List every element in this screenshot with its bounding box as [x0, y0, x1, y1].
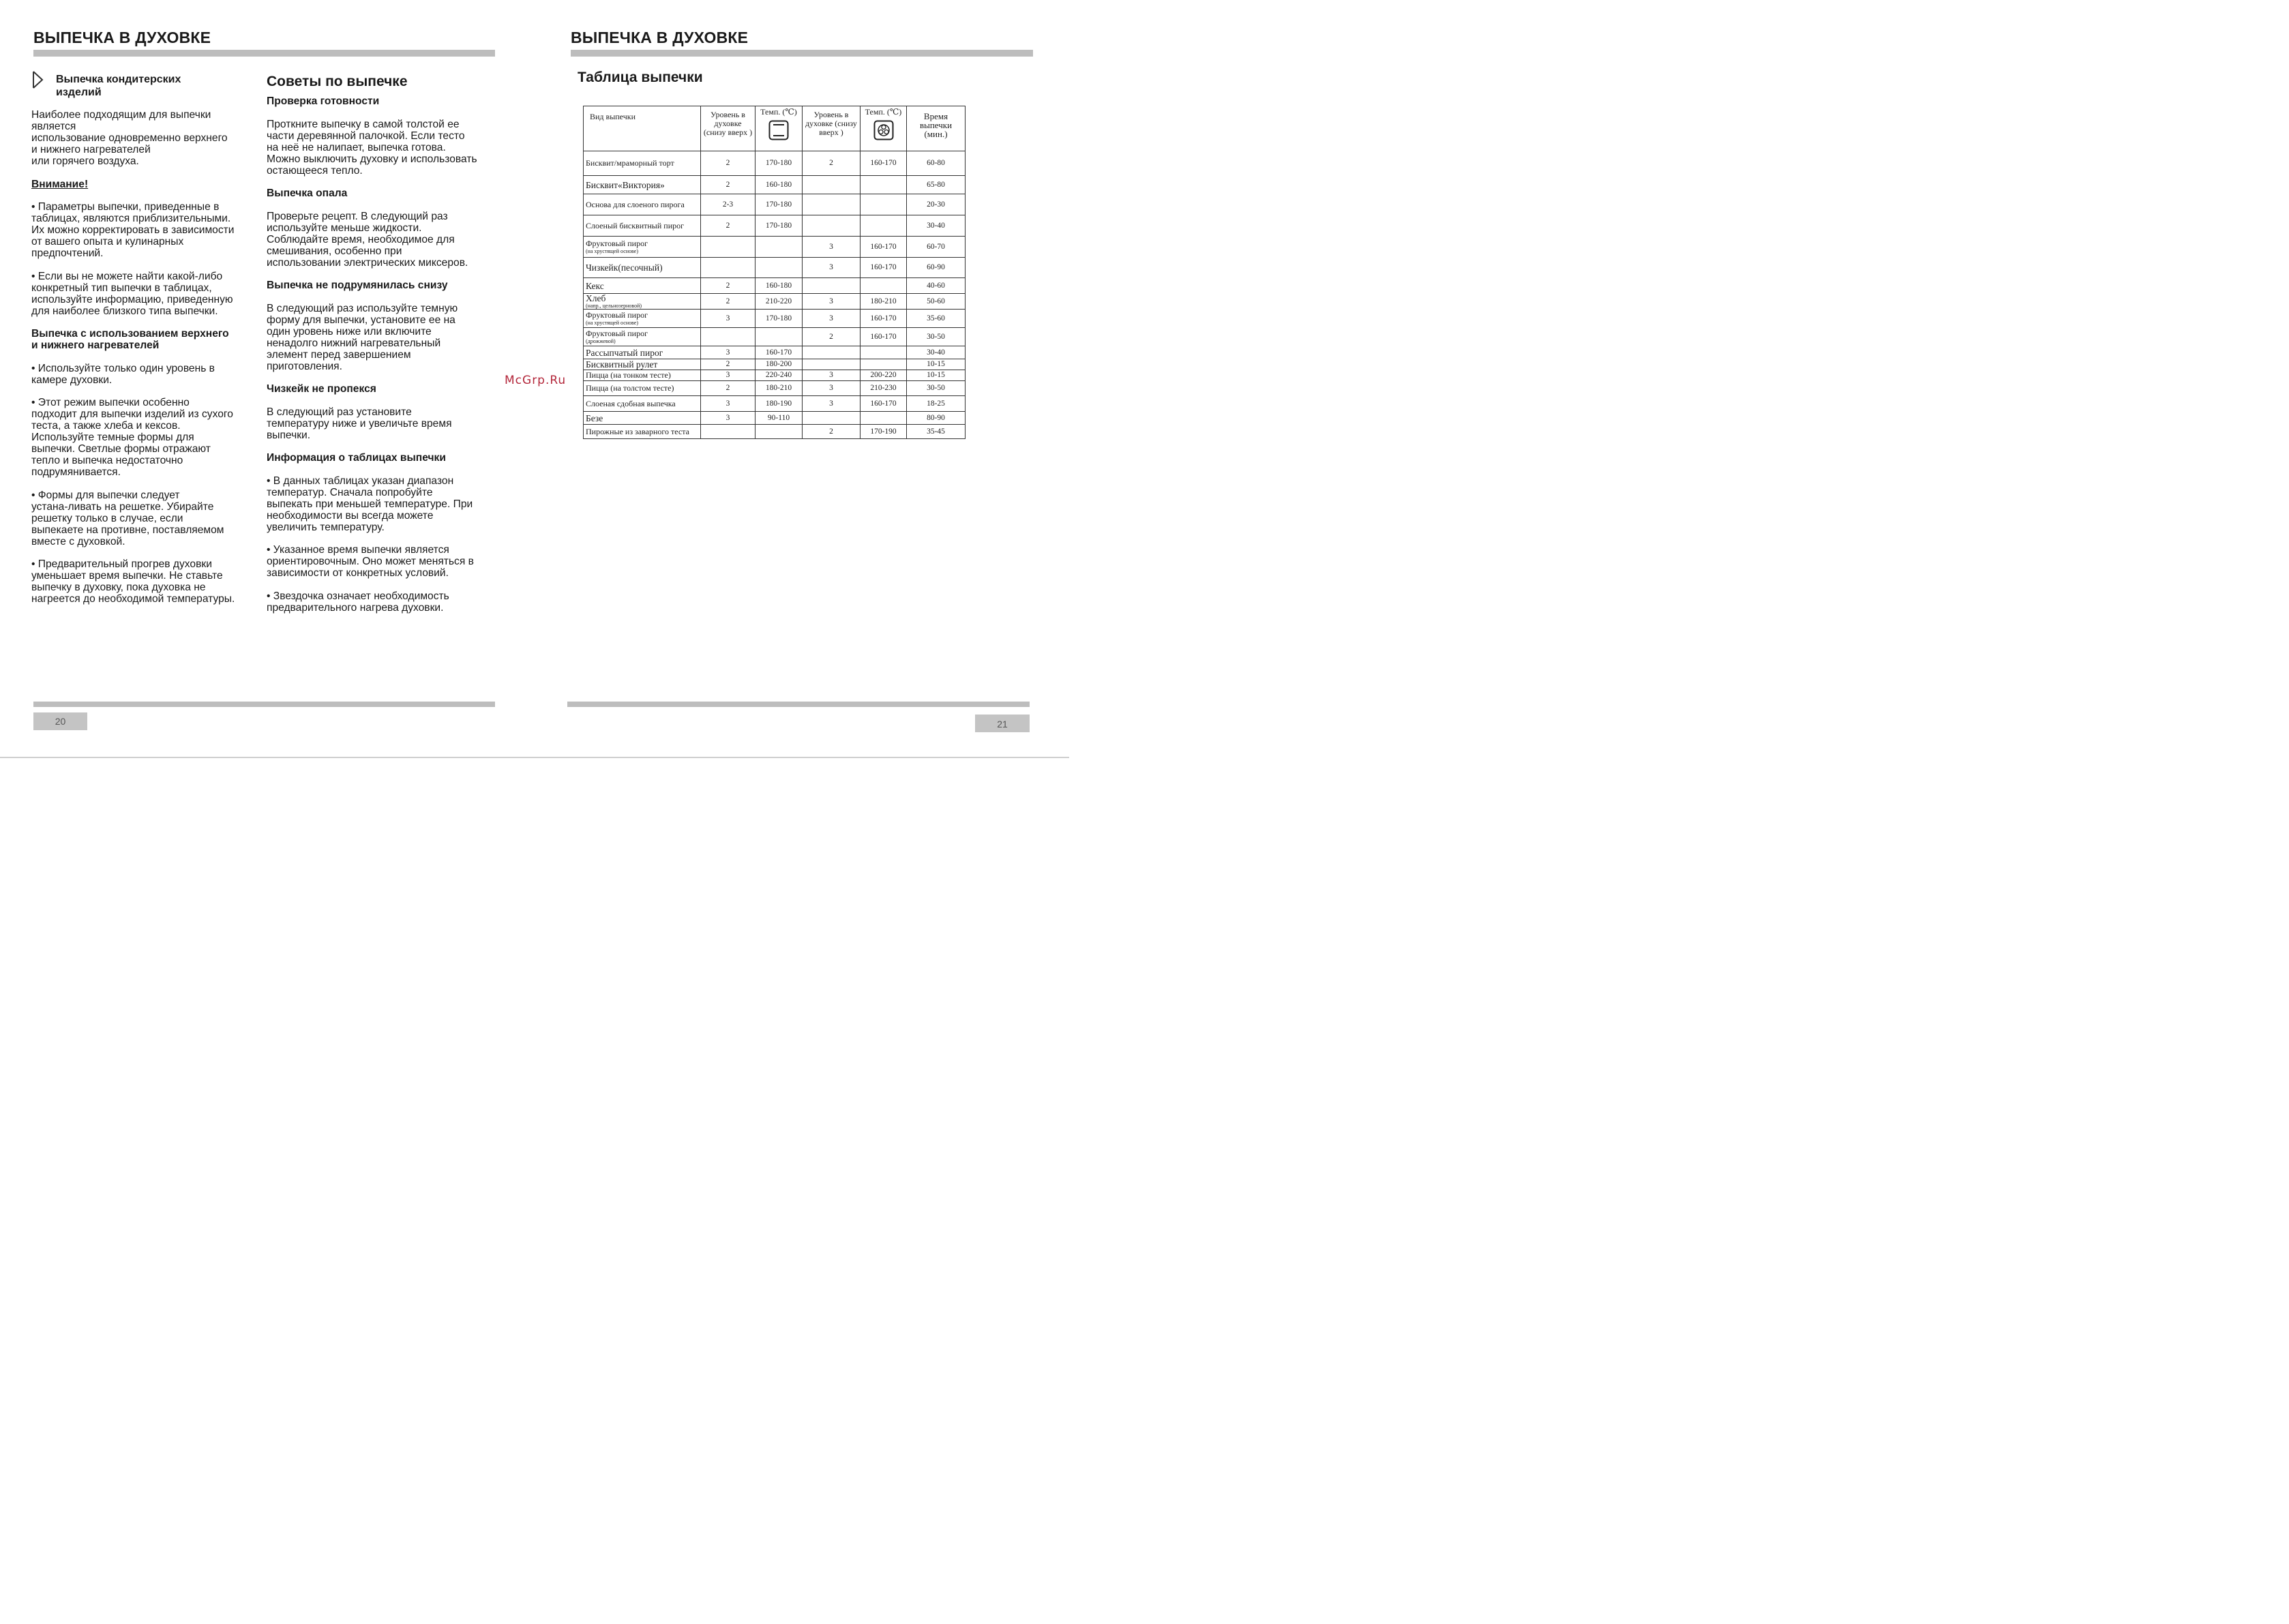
- bullet-closest-type: • Если вы не можете найти какой-либо конкретный тип выпечки в таблицах, используйте информацию, приведенную для наиболее близкого типа выпечки.: [31, 270, 233, 317]
- top-bottom-heat-icon: [768, 120, 789, 140]
- cell-level-2: 3: [803, 237, 861, 258]
- tips-table-info-title: Информация о таблицах выпечки: [267, 452, 446, 464]
- table-row: [584, 359, 966, 370]
- cell-level-2: [803, 215, 861, 237]
- col-header-temp-2: [861, 106, 907, 151]
- tips-bottom-text: В следующий раз используйте темную форму для выпечки, установите ее на один уровень ниже или включите ненадолго нижний нагревательный элемент перед завершением приготовления.: [267, 302, 458, 372]
- cell-temp-1: 160-170: [755, 346, 803, 359]
- cell-temp-2: 210-230: [861, 381, 907, 396]
- cell-level-2: 3: [803, 370, 861, 381]
- cell-temp-2: [861, 359, 907, 370]
- cell-level-1: 2: [701, 381, 755, 396]
- cell-temp-1: 170-180: [755, 194, 803, 215]
- col-header-temp-1-label: Темп. (℃): [760, 107, 797, 117]
- page-number-right: 21: [975, 715, 1030, 732]
- cell-level-1: 2: [701, 294, 755, 310]
- cell-level-1: 2: [701, 359, 755, 370]
- cell-time: 80-90: [907, 412, 966, 425]
- cell-temp-2: [861, 176, 907, 194]
- cell-level-1: 3: [701, 412, 755, 425]
- cell-level-2: 3: [803, 294, 861, 310]
- tips-table-info-b3: • Звездочка означает необходимость предварительного нагрева духовки.: [267, 590, 449, 614]
- cell-name-note: (на хрустящей основе): [586, 248, 638, 254]
- cell-level-1: 2: [701, 151, 755, 176]
- cell-time: 30-50: [907, 328, 966, 346]
- cell-name-text: Хлеб: [586, 293, 606, 303]
- tips-cheesecake-title: Чизкейк не пропекся: [267, 383, 376, 395]
- cell-name: [584, 215, 701, 237]
- cell-name-text: Слоеный бисквитный пирог: [586, 220, 685, 230]
- cell-temp-1: 160-180: [755, 278, 803, 294]
- table-row: [584, 151, 966, 176]
- cell-temp-1: [755, 328, 803, 346]
- table-row: [584, 237, 966, 258]
- cell-name-text: Пицца (на тонком тесте): [586, 370, 671, 380]
- cell-name-text: Безе: [586, 412, 603, 423]
- left-page-header: ВЫПЕЧКА В ДУХОВКЕ: [33, 29, 211, 46]
- cell-name-text: Бисквит/мраморный торт: [586, 158, 674, 168]
- cell-level-1: [701, 237, 755, 258]
- cell-temp-2: 180-210: [861, 294, 907, 310]
- cell-name: [584, 425, 701, 439]
- cell-name-text: Пицца (на толстом тесте): [586, 383, 674, 393]
- cell-temp-1: 170-180: [755, 215, 803, 237]
- right-page-header: ВЫПЕЧКА В ДУХОВКЕ: [571, 29, 749, 46]
- cell-temp-1: 180-200: [755, 359, 803, 370]
- cell-level-1: 2-3: [701, 194, 755, 215]
- pastry-heading: Выпечка кондитерских изделий: [56, 74, 181, 98]
- cell-level-2: [803, 346, 861, 359]
- cell-name: [584, 396, 701, 412]
- cell-temp-1: 170-180: [755, 310, 803, 328]
- cell-time: 65-80: [907, 176, 966, 194]
- cell-name: [584, 359, 701, 370]
- cell-temp-2: 160-170: [861, 396, 907, 412]
- cell-time: 30-50: [907, 381, 966, 396]
- cell-name-text: Кекс: [586, 280, 604, 291]
- cell-name-text: Пирожные из заварного теста: [586, 426, 689, 436]
- cell-time: 60-70: [907, 237, 966, 258]
- tips-table-info-b2: • Указанное время выпечки является ориентировочным. Оно может меняться в зависимости от конкретных условий.: [267, 544, 474, 579]
- right-header-rule: [571, 50, 1033, 57]
- cell-temp-2: 160-170: [861, 151, 907, 176]
- cell-level-1: 3: [701, 370, 755, 381]
- table-row: [584, 396, 966, 412]
- table-row: [584, 258, 966, 278]
- top-bottom-heat-heading: Выпечка с использованием верхнего и нижнего нагревателей: [31, 328, 229, 351]
- fan-hot-air-icon: [873, 120, 894, 140]
- cell-temp-1: 210-220: [755, 294, 803, 310]
- tips-doneness-title: Проверка готовности: [267, 95, 380, 107]
- cell-name: [584, 258, 701, 278]
- cell-level-2: 3: [803, 381, 861, 396]
- page-bottom-edge: [0, 757, 1069, 758]
- baking-table: [583, 106, 966, 439]
- table-row: [584, 194, 966, 215]
- cell-level-1: 2: [701, 215, 755, 237]
- cell-temp-1: 180-210: [755, 381, 803, 396]
- cell-level-1: 3: [701, 396, 755, 412]
- bullet-one-level: • Используйте только один уровень в камере духовки.: [31, 362, 215, 386]
- cell-name: [584, 176, 701, 194]
- bullet-preheat: • Предварительный прогрев духовки уменьшает время выпечки. Не ставьте выпечку в духовку, пока духовка не нагреется до необходимой температуры.: [31, 558, 235, 605]
- cell-temp-1: [755, 237, 803, 258]
- cell-temp-1: 170-180: [755, 151, 803, 176]
- cell-level-2: 3: [803, 310, 861, 328]
- table-body: [584, 151, 966, 439]
- cell-time: 60-90: [907, 258, 966, 278]
- cell-temp-2: [861, 215, 907, 237]
- tips-doneness-text: Проткните выпечку в самой толстой ее части деревянной палочкой. Если тесто на неё не налипает, выпечка готова. Можно выключить духовку и использовать остающееся тепло.: [267, 118, 477, 177]
- table-row: [584, 328, 966, 346]
- cell-time: 35-45: [907, 425, 966, 439]
- cell-name: [584, 328, 701, 346]
- col-header-level-1: Уровень в духовке (снизу вверх ): [701, 106, 755, 151]
- cell-name: [584, 278, 701, 294]
- cell-name: [584, 237, 701, 258]
- tips-table-info-b1: • В данных таблицах указан диапазон температур. Сначала попробуйте выпекать при меньшей температуре. При необходимости вы всегда можете увеличить температуру.: [267, 475, 473, 533]
- cell-time: 40-60: [907, 278, 966, 294]
- cell-name-text: Слоеная сдобная выпечка: [586, 398, 676, 408]
- cell-level-2: [803, 194, 861, 215]
- cell-name-note: (напр., цельнозерновой): [586, 303, 642, 309]
- cell-level-2: 2: [803, 328, 861, 346]
- cell-temp-1: 90-110: [755, 412, 803, 425]
- cell-time: 10-15: [907, 370, 966, 381]
- cell-temp-2: [861, 194, 907, 215]
- cell-name-text: Фруктовый пирог: [586, 329, 648, 338]
- cell-time: 30-40: [907, 346, 966, 359]
- cell-level-2: [803, 359, 861, 370]
- table-row: [584, 412, 966, 425]
- cell-temp-2: [861, 412, 907, 425]
- table-row: [584, 278, 966, 294]
- table-row: [584, 176, 966, 194]
- cell-temp-2: 200-220: [861, 370, 907, 381]
- cell-level-1: 2: [701, 176, 755, 194]
- cell-time: 30-40: [907, 215, 966, 237]
- cell-level-1: 3: [701, 346, 755, 359]
- cell-name: [584, 346, 701, 359]
- left-header-rule: [33, 50, 495, 57]
- col-header-temp-1: [755, 106, 803, 151]
- cell-level-2: 3: [803, 396, 861, 412]
- cell-name-text: Фруктовый пирог: [586, 310, 648, 320]
- col-header-temp-2-label: Темп. (℃): [865, 107, 902, 117]
- cell-name: [584, 151, 701, 176]
- cell-level-2: 3: [803, 258, 861, 278]
- bullet-params: • Параметры выпечки, приведенные в таблицах, являются приблизительными. Их можно корректировать в зависимости от вашего опыта и кулинарных предпочтений.: [31, 201, 235, 259]
- cell-name-text: Бисквит«Виктория»: [586, 179, 665, 190]
- cell-temp-1: 180-190: [755, 396, 803, 412]
- col-header-level-2: Уровень в духовке (снизу вверх ): [803, 106, 861, 151]
- attention-label: Внимание!: [31, 178, 89, 190]
- cell-name: [584, 194, 701, 215]
- cell-temp-2: [861, 346, 907, 359]
- cell-temp-2: 160-170: [861, 258, 907, 278]
- table-row: [584, 346, 966, 359]
- table-row: [584, 294, 966, 310]
- cell-temp-2: 160-170: [861, 237, 907, 258]
- left-column-1: [31, 109, 256, 616]
- cell-time: 60-80: [907, 151, 966, 176]
- cell-name-note: (дрожжевой): [586, 338, 616, 344]
- table-row: [584, 381, 966, 396]
- cell-temp-2: 170-190: [861, 425, 907, 439]
- col-header-time: Время выпечки (мин.): [907, 106, 966, 151]
- cell-temp-1: [755, 258, 803, 278]
- tips-title: Советы по выпечке: [267, 74, 408, 89]
- right-footer-rule: [567, 702, 1030, 707]
- intro-text: Наиболее подходящим для выпечки является использование одновременно верхнего и нижнего нагревателей или горячего воздуха.: [31, 109, 228, 167]
- cell-time: 35-60: [907, 310, 966, 328]
- tips-fallen-text: Проверьте рецепт. В следующий раз используйте меньше жидкости. Соблюдайте время, необходимое для смешивания, особенно при использовании электрических миксеров.: [267, 210, 468, 269]
- cell-name-text: Фруктовый пирог: [586, 239, 648, 248]
- chevron-right-icon: [32, 70, 44, 89]
- cell-level-2: 2: [803, 425, 861, 439]
- cell-time: 18-25: [907, 396, 966, 412]
- cell-name-text: Основа для слоеного пирога: [586, 199, 685, 209]
- cell-level-1: [701, 425, 755, 439]
- page-number-left: 20: [33, 712, 87, 730]
- cell-name: [584, 370, 701, 381]
- cell-temp-2: [861, 278, 907, 294]
- bullet-dry-dough: • Этот режим выпечки особенно подходит для выпечки изделий из сухого теста, а также хлеба и кексов. Используйте темные формы для выпечки. Светлые формы отражают тепло и выпечка недостаточно подрумянивается.: [31, 397, 233, 478]
- cell-temp-1: [755, 425, 803, 439]
- cell-name: [584, 381, 701, 396]
- tips-bottom-title: Выпечка не подрумянилась снизу: [267, 280, 448, 291]
- cell-time: 10-15: [907, 359, 966, 370]
- cell-name: [584, 310, 701, 328]
- cell-time: 50-60: [907, 294, 966, 310]
- bullet-grid: • Формы для выпечки следует устана-ливать на решетке. Убирайте решетку только в случае, если выпекаете на противне, поставляемом вместе с духовкой.: [31, 489, 224, 547]
- cell-level-1: 3: [701, 310, 755, 328]
- tips-cheesecake-text: В следующий раз установите температуру ниже и увеличьте время выпечки.: [267, 406, 452, 441]
- left-footer-rule: [33, 702, 495, 707]
- table-header-row: [584, 106, 966, 151]
- cell-temp-2: 160-170: [861, 328, 907, 346]
- table-title: Таблица выпечки: [578, 70, 703, 85]
- watermark: McGrp.Ru: [505, 374, 567, 387]
- table-row: [584, 370, 966, 381]
- cell-name: [584, 294, 701, 310]
- cell-name-text: Бисквитный рулет: [586, 359, 658, 370]
- cell-level-2: [803, 278, 861, 294]
- table-row: [584, 215, 966, 237]
- cell-level-2: 2: [803, 151, 861, 176]
- cell-level-2: [803, 176, 861, 194]
- cell-name: [584, 412, 701, 425]
- cell-temp-1: 220-240: [755, 370, 803, 381]
- col-header-name: Вид выпечки: [584, 106, 701, 151]
- cell-level-1: [701, 258, 755, 278]
- cell-temp-1: 160-180: [755, 176, 803, 194]
- table-row: [584, 310, 966, 328]
- cell-level-1: [701, 328, 755, 346]
- table-row: [584, 425, 966, 439]
- cell-temp-2: 160-170: [861, 310, 907, 328]
- left-column-2: [267, 76, 502, 625]
- cell-name-text: Чизкейк(песочный): [586, 262, 663, 273]
- cell-level-1: 2: [701, 278, 755, 294]
- tips-fallen-title: Выпечка опала: [267, 187, 348, 199]
- cell-name-text: Рассыпчатый пирог: [586, 347, 663, 358]
- cell-name-note: (на хрустящей основе): [586, 320, 638, 326]
- cell-level-2: [803, 412, 861, 425]
- cell-time: 20-30: [907, 194, 966, 215]
